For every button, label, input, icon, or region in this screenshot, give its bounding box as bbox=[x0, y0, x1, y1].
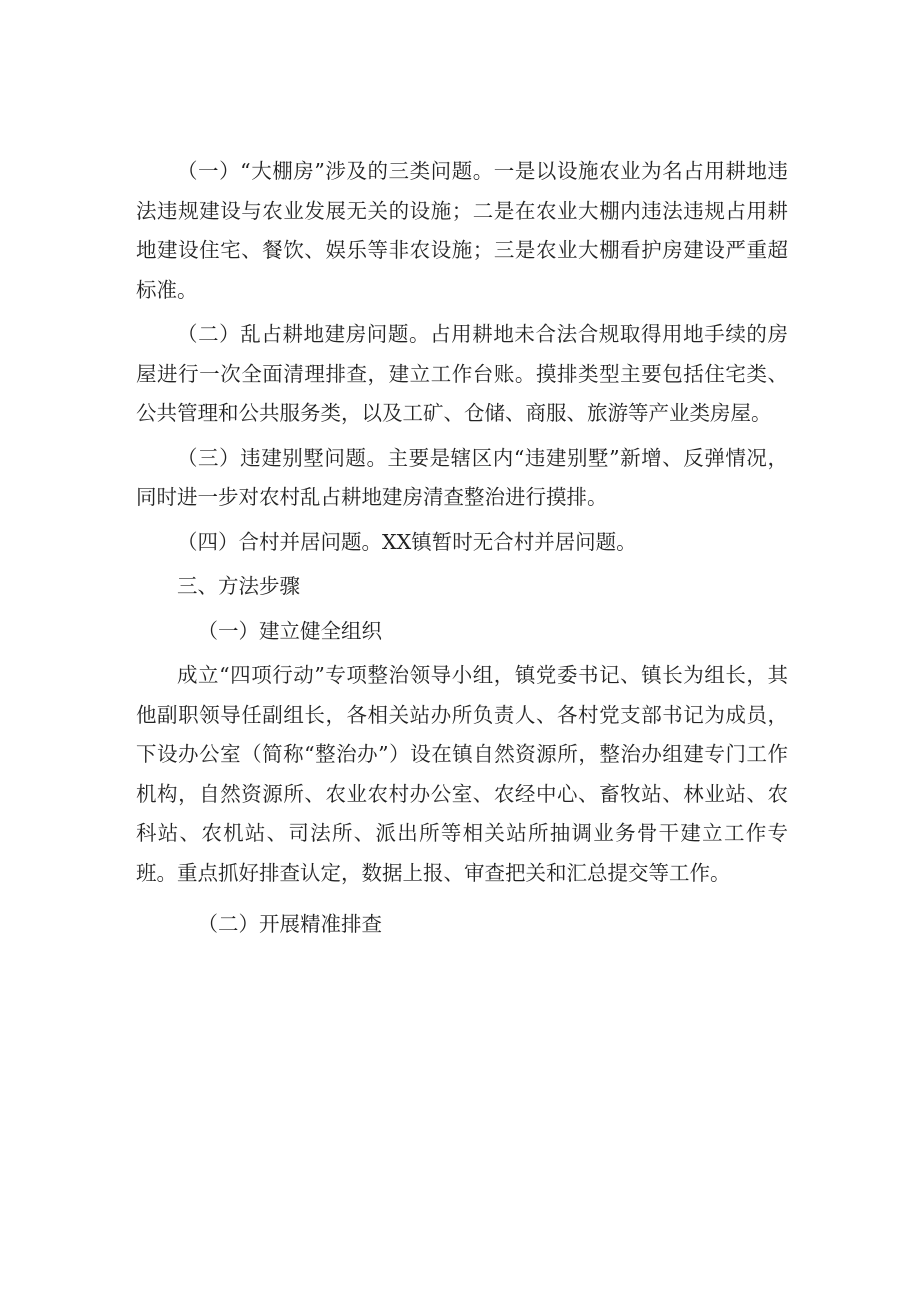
paragraph-organization: 成立“四项行动”专项整治领导小组，镇党委书记、镇长为组长，其他副职领导任副组长，各相关站办所负责人、各村党支部书记为成员，下设办公室（简称“整治办”）设在镇自然资源所，整治办组建专门工作机构，自然资源所、农业农村办公室、农经中心、畜牧站、林业站、农科站、农机站、司法所、派出所等相关站所抽调业务骨干建立工作专班。重点抓好排查认定，数据上报、审查把关和汇总提交等工作。 bbox=[136, 663, 788, 885]
paragraph-farmland-housing: （二）乱占耕地建房问题。占用耕地未合法合规取得用地手续的房屋进行一次全面清理排查，建立工作台账。摸排类型主要包括住宅类、公共管理和公共服务类，以及工矿、仓储、商服、旅游等产业类房屋。 bbox=[136, 322, 788, 425]
paragraph-illegal-villas: （三）违建别墅问题。主要是辖区内“违建别墅”新增、反弹情况，同时进一步对农村乱占耕地建房清查整治进行摸排。 bbox=[136, 445, 788, 509]
paragraph-greenhouse-issues: （一）“大棚房”涉及的三类问题。一是以设施农业为名占用耕地违法违规建设与农业发展无关的设施；二是在农业大棚内违法违规占用耕地建设住宅、餐饮、娱乐等非农设施；三是农业大棚看护房建设严重超标准。 bbox=[136, 159, 788, 302]
sub-heading-organization: （一）建立健全组织 bbox=[197, 618, 382, 643]
section-heading-methods: 三、方法步骤 bbox=[177, 574, 300, 598]
document-body bbox=[136, 152, 788, 950]
sub-heading-investigation: （二）开展精准排查 bbox=[197, 912, 382, 936]
paragraph-village-merging: （四）合村并居问题。XX镇暂时无合村并居问题。 bbox=[177, 529, 637, 554]
